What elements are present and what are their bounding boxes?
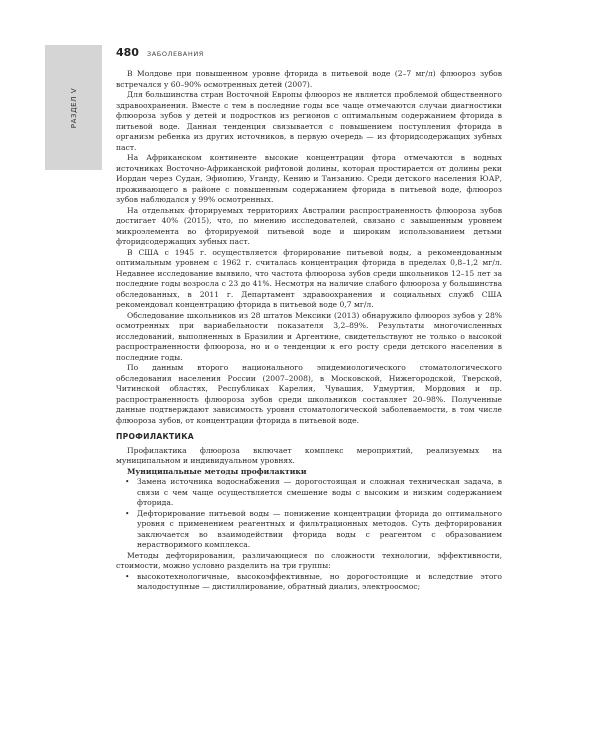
bullet-list-municipal [116,477,502,551]
page-body [116,69,502,593]
paragraph-usa: В США с 1945 г. осуществляется фторирование питьевой воды, а рекомендованным оптимальным уровнем с 1962 г. считалась концентрация фторида в пределах 0,8–1,2 мг/л. Недавнее исследование выявило, что частота флюороза зубов среди школьников 12–15 лет за последние годы возросла с 23 до 41%. Несмотря на наличие слабого флюороза у большинства обследованных, в 2011 г. Департамент здравоохранения и социальных служб США рекомендовал концентрацию фторида в питьевой воде 0,7 мг/л. [116,247,502,309]
running-title: ЗАБОЛЕВАНИЯ [146,50,204,58]
list-item: • высокотехнологичные, высокоэффективные, но дорогостоящие и вследствие этого малодоступные — дистиллирование, обратный диализ, электроосмос; [116,572,502,593]
paragraph-moldova: В Молдове при повышенном уровне фторида в питьевой воде (2–7 мг/л) флюороз зубов встречался у 60–90% осмотренных детей (2007). [116,69,502,89]
paragraph-africa: На Африканском континенте высокие концентрации фтора отмечаются в водных источниках Восточно-Африканской рифтовой долины, которая простирается от долины реки Иордан через Судан, Эфиопию, Уганду, Кению и Танзанию. Среди детского населения ЮАР, проживающего в районе с повышенным содержанием фторида в питьевой воде, флюороз зубов наблюдался у 99% осмотренных. [116,153,502,204]
section-label: РАЗДЕЛ V [69,87,78,128]
paragraph-australia: На отдельных фторируемых территориях Австралии распространенность флюороза зубов достигает 40% (2015), что, по мнению исследователей, связано с завышенным уровнем микроэлемента во фторируемой питьевой воде и широким использованием детьми фторидсодержащих зубных паст. [116,205,502,246]
section-heading-prevention: ПРОФИЛАКТИКА [116,432,194,441]
paragraph-eastern-europe: Для большинства стран Восточной Европы флюороз не является проблемой общественного здравоохранения. Вместе с тем в последние годы все чаще отмечаются случаи диагностики флюороза зубов у детей и подростков из регионов с оптимальным содержанием фторида в питьевой воде. Данная тенденция связывается с повышением поступления фторида в организм ребенка из других источников, в первую очередь — из фторидсодержащих зубных паст. [116,90,502,152]
bullet-list-method-groups [116,572,502,593]
paragraph-mexico: Обследование школьников из 28 штатов Мексики (2013) обнаружило флюороз зубов у 28% осмотренных при вариабельности показателя 3,2–89%. Результаты многочисленных исследований, выполненных в Бразилии и Аргентине, свидетельствуют не только о высокой распространенности флюороза, но и о тенденции к его росту среди детского населения в последние годы. [116,310,502,362]
list-item: • Дефторирование питьевой воды — понижение концентрации фторида до оптимального уровня с применением реагентных и фильтрационных методов. Суть дефторирования заключается во взаимодействии фторида воды с реагентом с образованием нерастворимого комплекса. [116,509,502,551]
page-number: 480 [116,46,139,59]
paragraph-russia: По данным второго национального эпидемиологического стоматологического обследования населения России (2007–2008), в Московской, Нижегородской, Тверской, Читинской областях, Республиках Карелия, Чувашия, Удмуртия, Мордовия и пр. распространенность флюороза зубов среди школьников составляет 20–98%. Полученные данные подтверждают зависимость уровня стоматологической заболеваемости, в том числе флюороза зубов, от концентрации фторида в питьевой воде. [116,363,502,425]
list-item: • Замена источника водоснабжения — дорогостоящая и сложная техническая задача, в связи с чем чаще осуществляется смешение воды с высоким и низким содержанием фторида. [116,477,502,509]
running-header [116,46,204,59]
paragraph-prevention-intro: Профилактика флюороза включает комплекс мероприятий, реализуемых на муниципальном и индивидуальном уровнях. [116,445,502,465]
subheading-municipal-methods: Муниципальные методы профилактики [127,466,307,476]
paragraph-defluoridation-methods: Методы дефторирования, различающиеся по сложности технологии, эффективности, стоимости, можно условно разделить на три группы: [116,550,502,570]
section-side-tab [45,45,102,170]
